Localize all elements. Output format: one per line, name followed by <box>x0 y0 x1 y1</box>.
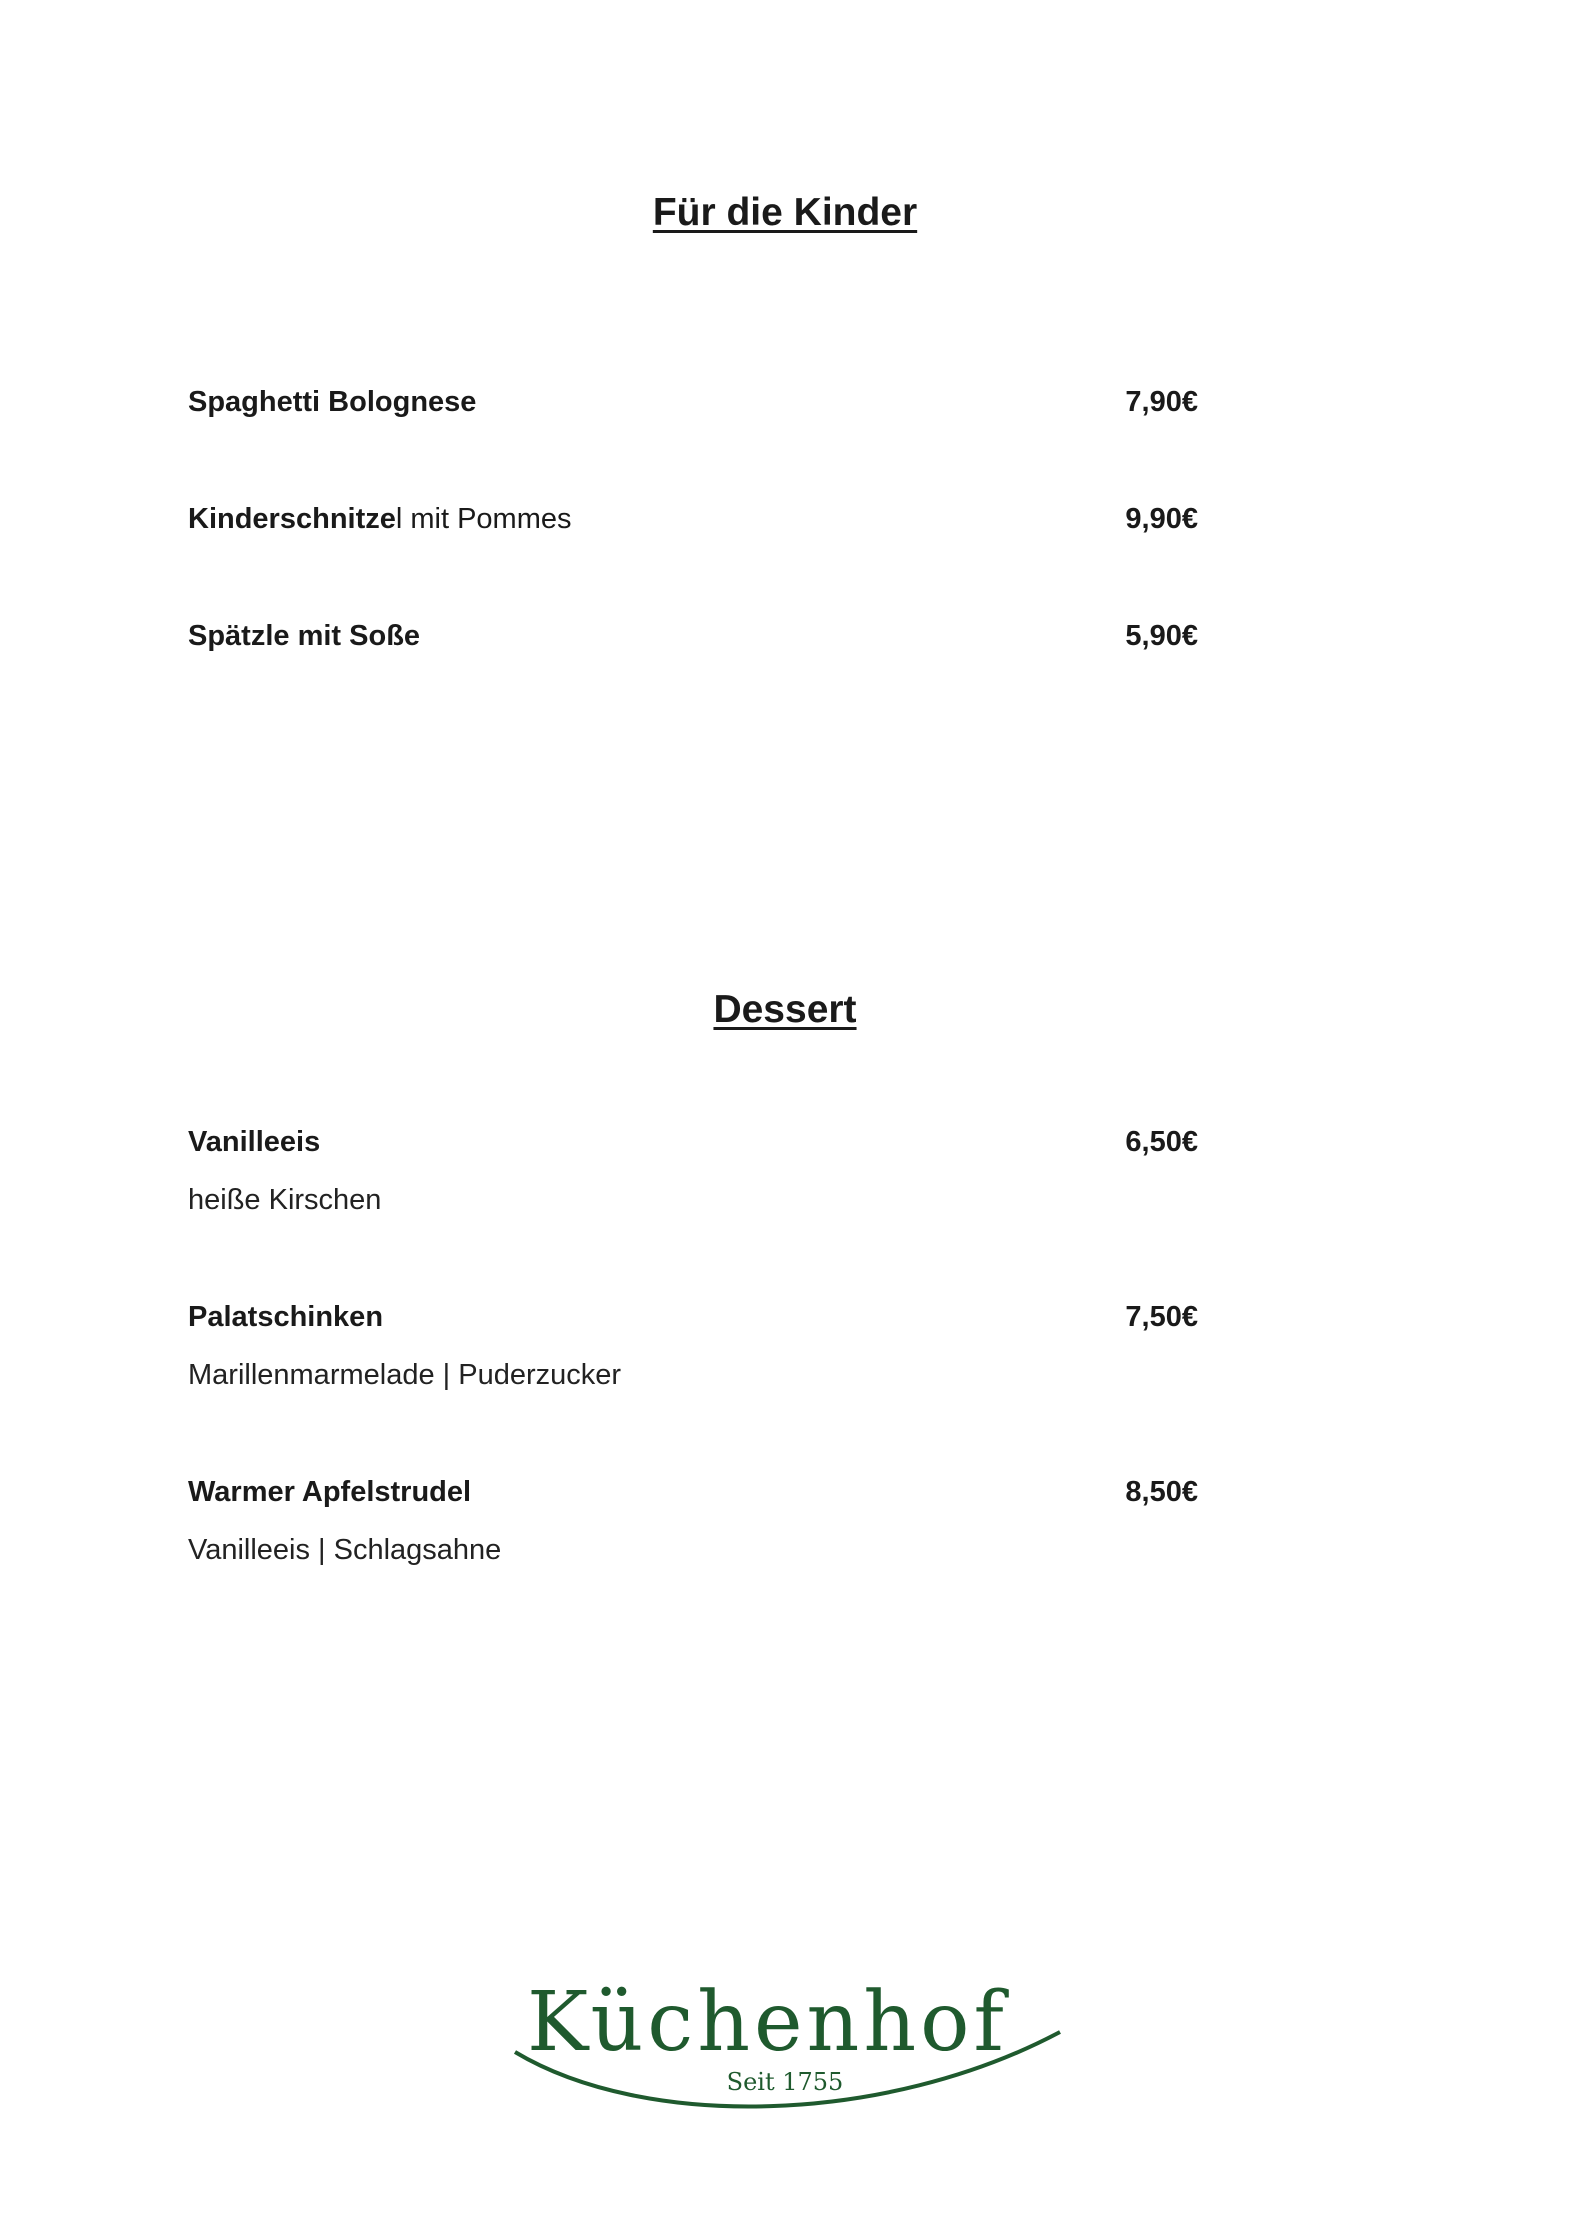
item-description: Marillenmarmelade | Puderzucker <box>188 1359 622 1391</box>
item-description: heiße Kirschen <box>188 1184 382 1216</box>
item-price: 7,90€ <box>1125 386 1198 418</box>
item-name: Spätzle mit Soße <box>188 620 421 652</box>
item-description: Vanilleeis | Schlagsahne <box>188 1534 502 1566</box>
section-heading-dessert: Dessert <box>713 988 857 1031</box>
item-price: 5,90€ <box>1125 620 1198 652</box>
item-price: 6,50€ <box>1125 1126 1198 1158</box>
item-price: 9,90€ <box>1125 503 1198 535</box>
kuechenhof-logo <box>505 1960 1065 2130</box>
logo-wordmark: Küchenhof <box>527 1975 1008 2070</box>
item-name: Palatschinken <box>188 1301 384 1333</box>
item-price: 8,50€ <box>1125 1476 1198 1508</box>
item-name: Warmer Apfelstrudel <box>188 1476 472 1508</box>
menu-item <box>188 499 1198 539</box>
item-price: 7,50€ <box>1125 1301 1198 1333</box>
item-name: Kinderschnitzel mit Pommes <box>188 503 572 535</box>
item-name: Vanilleeis <box>188 1126 321 1158</box>
menu-item <box>188 382 1198 422</box>
section-heading-kinder: Für die Kinder <box>652 191 918 234</box>
menu-item <box>188 616 1198 656</box>
menu-item <box>188 1122 1198 1220</box>
logo-tagline: Seit 1755 <box>726 2068 844 2096</box>
menu-item <box>188 1472 1198 1570</box>
item-name: Spaghetti Bolognese <box>188 386 477 418</box>
menu-item <box>188 1297 1198 1395</box>
